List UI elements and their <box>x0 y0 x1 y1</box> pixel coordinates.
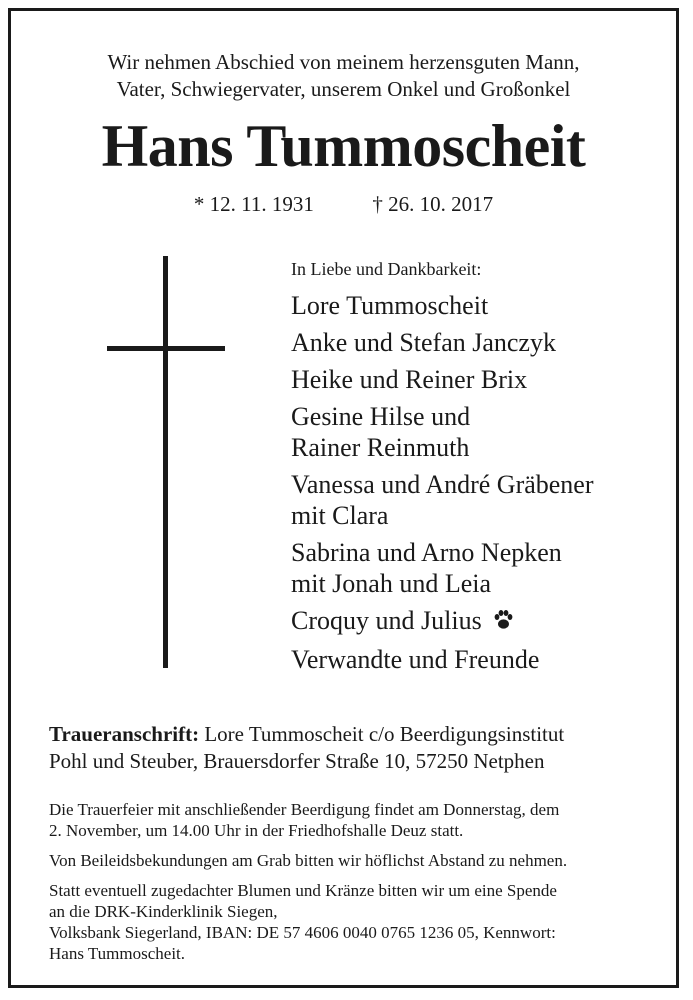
notes <box>49 799 669 973</box>
note-line: Volksbank Siegerland, IBAN: DE 57 4606 0040 0765 1236 05, Kennwort: <box>49 923 556 942</box>
mourner-text: Croquy und Julius <box>291 606 482 635</box>
note-line: 2. November, um 14.00 Uhr in der Friedhofshalle Deuz statt. <box>49 821 464 840</box>
mourner-entry <box>291 644 671 675</box>
cross-icon <box>107 256 225 668</box>
donation-note <box>49 880 669 964</box>
note-line: Statt eventuell zugedachter Blumen und Kränze bitten wir um eine Spende <box>49 881 557 900</box>
intro-line: Vater, Schwiegervater, unserem Onkel und Großonkel <box>116 77 571 101</box>
mourner-line <box>291 605 671 638</box>
mourner-entry <box>291 290 671 321</box>
note-line: Hans Tummoscheit. <box>49 944 186 963</box>
condolence-note <box>49 850 669 871</box>
mourner-line: Sabrina und Arno Nepken <box>291 538 562 567</box>
mourner-entry <box>291 469 671 531</box>
mourner-line: Verwandte und Freunde <box>291 645 540 674</box>
address-text: Lore Tummoscheit c/o Beerdigungsinstitut <box>199 722 565 746</box>
address-label: Traueranschrift: <box>49 722 200 746</box>
mourner-entry <box>291 327 671 358</box>
birth-date: * 12. 11. 1931 <box>193 192 314 216</box>
mourner-entry <box>291 401 671 463</box>
paw-icon <box>492 607 514 638</box>
mourner-line: Gesine Hilse und <box>291 402 471 431</box>
intro-line: Wir nehmen Abschied von meinem herzensguten Mann, <box>107 50 580 74</box>
address-line: Pohl und Steuber, Brauersdorfer Straße 10, 57250 Netphen <box>49 749 545 773</box>
obituary-card <box>8 8 679 988</box>
funeral-note <box>49 799 669 841</box>
mourner-line: Rainer Reinmuth <box>291 433 470 462</box>
life-dates <box>11 191 676 217</box>
mourner-entry <box>291 364 671 395</box>
mourners-list <box>291 256 671 681</box>
mourner-entry <box>291 605 671 638</box>
note-line: Von Beileidsbekundungen am Grab bitten wir höflichst Abstand zu nehmen. <box>49 851 568 870</box>
address-line <box>49 721 669 748</box>
intro-text <box>11 49 676 103</box>
mourner-line: mit Clara <box>291 501 389 530</box>
mourner-line: Vanessa und André Gräbener <box>291 470 594 499</box>
death-date: † 26. 10. 2017 <box>372 192 494 216</box>
note-line: Die Trauerfeier mit anschließender Beerdigung findet am Donnerstag, dem <box>49 800 560 819</box>
mourner-entry <box>291 537 671 599</box>
mourner-line: mit Jonah und Leia <box>291 569 492 598</box>
mourning-address <box>49 721 669 775</box>
mourner-line: Anke und Stefan Janczyk <box>291 328 556 357</box>
mourner-line: Lore Tummoscheit <box>291 291 489 320</box>
mourners-lead: In Liebe und Dankbarkeit: <box>291 259 482 279</box>
mourner-line: Heike und Reiner Brix <box>291 365 528 394</box>
note-line: an die DRK-Kinderklinik Siegen, <box>49 902 278 921</box>
deceased-name: Hans Tummoscheit <box>101 113 586 179</box>
